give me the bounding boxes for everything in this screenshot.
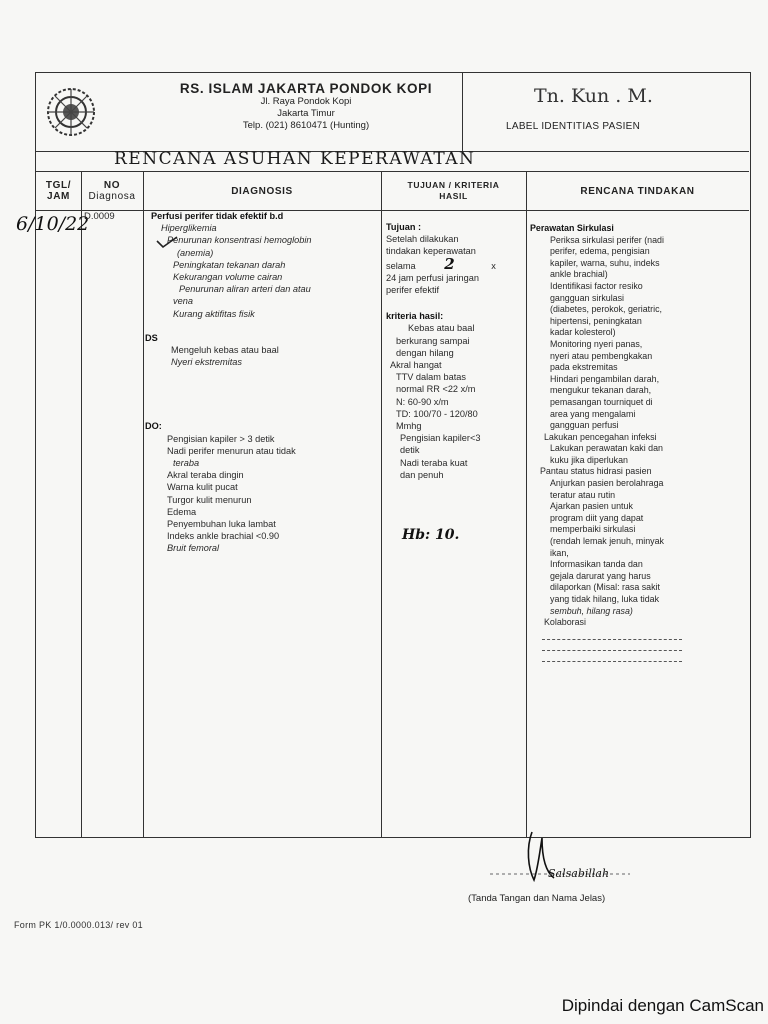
hospital-phone: Telp. (021) 8610471 (Hunting) — [242, 120, 370, 131]
kriteria-line: berkurang sampai — [396, 335, 470, 346]
signature-name-handwritten: Salsabillah — [548, 867, 610, 880]
ds-item: Nyeri ekstremitas — [171, 357, 242, 368]
blank-line — [542, 629, 682, 640]
tujuan-line: 24 jam perfusi jaringan — [386, 272, 479, 283]
hospital-info — [156, 81, 456, 132]
kriteria-line: dan penuh — [400, 469, 444, 480]
rencana-line: Anjurkan pasien berolahraga — [550, 478, 664, 489]
check-mark-icon — [156, 235, 178, 249]
rencana-line: (diabetes, perokok, geriatric, — [550, 304, 662, 315]
rencana-line: gejala darurat yang harus — [550, 570, 651, 581]
rencana-line: hipertensi, peningkatan — [550, 315, 642, 326]
rencana-line: pemasangan tourniquet di — [550, 396, 653, 407]
rencana-title: Perawatan Sirkulasi — [530, 223, 614, 233]
col-header-tgl — [36, 171, 81, 211]
rencana-line: Lakukan pencegahan infeksi — [544, 431, 657, 442]
ds-item: Mengeluh kebas atau baal — [171, 345, 279, 356]
col-header-tujuan-line2: HASIL — [439, 191, 468, 201]
rencana-line: Periksa sirkulasi perifer (nadi — [550, 234, 664, 245]
blank-line — [542, 651, 682, 662]
kriteria-line: normal RR <22 x/m — [396, 384, 476, 395]
kriteria-label: kriteria hasil: — [386, 311, 444, 322]
tujuan-duration-line — [386, 254, 524, 273]
kriteria-line: Pengisian kapiler<3 — [400, 433, 481, 444]
rencana-line: Pantau status hidrasi pasien — [540, 466, 652, 477]
col-header-tgl-line2: JAM — [47, 191, 70, 202]
col-header-rencana — [526, 171, 749, 211]
rencana-line: program diit yang dapat — [550, 512, 644, 523]
do-item: Edema — [167, 506, 197, 517]
rencana-line: Identifikasi factor resiko — [550, 280, 643, 291]
rencana-line: sembuh, hilang rasa) — [550, 605, 633, 616]
scanner-watermark: Dipindai dengan CamScan — [561, 996, 764, 1015]
diagnosis-number: D.0009 — [84, 211, 115, 222]
nursing-care-plan-form — [16, 72, 751, 838]
kriteria-line: detik — [400, 445, 420, 456]
spacer — [151, 320, 379, 332]
kriteria-line: Akral hangat — [390, 360, 442, 371]
col-header-tujuan — [381, 171, 526, 211]
do-item: Pengisian kapiler > 3 detik — [167, 433, 275, 444]
col-header-diagnosis-label: DIAGNOSIS — [231, 185, 293, 197]
do-item: Indeks ankle brachial <0.90 — [167, 531, 280, 542]
column-divider — [526, 171, 527, 837]
cause-item: Kekurangan volume cairan — [173, 272, 283, 283]
rencana-line: memperbaiki sirkulasi — [550, 524, 636, 535]
cause-item: Kurang aktifitas fisik — [173, 308, 255, 319]
kriteria-line: dengan hilang — [396, 347, 454, 358]
tujuan-duration-handwritten: 2 — [444, 254, 455, 273]
signature-caption: (Tanda Tangan dan Nama Jelas) — [468, 893, 606, 904]
form-number: Form PK 1/0.0000.013/ rev 01 — [14, 920, 143, 930]
col-header-no — [81, 171, 143, 211]
do-item: teraba — [173, 458, 200, 469]
rencana-line: Hindari pengambilan darah, — [550, 373, 660, 384]
cause-item: Penurunan konsentrasi hemoglobin — [167, 235, 312, 246]
rencana-line: perifer, edema, pengisian — [550, 246, 650, 257]
col-header-no-line2: Diagnosa — [88, 191, 136, 202]
rencana-line: dilaporkan (Misal: rasa sakit — [550, 582, 660, 593]
column-divider — [81, 171, 82, 837]
do-item: Warna kulit pucat — [167, 482, 238, 493]
col-header-diagnosis — [143, 171, 381, 211]
rencana-line: gangguan perfusi — [550, 420, 619, 431]
hospital-city: Jakarta Timur — [277, 108, 335, 119]
col-header-rencana-label: RENCANA TINDAKAN — [580, 185, 695, 197]
kriteria-line: N: 60-90 x/m — [396, 396, 449, 407]
patient-name-handwritten: Tn. Kun . M. — [534, 85, 653, 107]
do-item: Turgor kulit menurun — [167, 494, 252, 505]
column-divider — [143, 171, 144, 837]
do-item: Akral teraba dingin — [167, 470, 244, 481]
rencana-line: Kolaborasi — [544, 617, 586, 628]
rencana-line: ankle brachial) — [550, 269, 608, 280]
tujuan-label: Tujuan : — [386, 222, 422, 232]
cause-item: (anemia) — [177, 247, 214, 258]
rencana-line: ikan, — [550, 547, 569, 558]
do-item: Nadi perifer menurun atau tidak — [167, 445, 296, 456]
cause-item: Hiperglikemia — [161, 223, 217, 234]
do-item: Bruit femoral — [167, 543, 220, 554]
hospital-name: RS. ISLAM JAKARTA PONDOK KOPI — [179, 81, 433, 96]
rencana-line: teratur atau rutin — [550, 489, 616, 500]
rencana-line: pada ekstremitas — [550, 362, 618, 373]
do-item: Penyembuhan luka lambat — [167, 519, 276, 530]
column-divider — [381, 171, 382, 837]
spacer — [386, 296, 524, 310]
hospital-block — [36, 73, 463, 151]
col-header-tujuan-line1: TUJUAN / KRITERIA — [407, 180, 500, 190]
rencana-content — [530, 223, 746, 662]
patient-label: LABEL IDENTITIAS PASIEN — [506, 121, 641, 132]
ds-label: DS — [145, 332, 158, 343]
rencana-line: Informasikan tanda dan — [550, 559, 643, 570]
rencana-line: kuku jika diperlukan — [550, 454, 628, 465]
hospital-address: Jl. Raya Pondok Kopi — [260, 96, 352, 107]
col-header-no-line1: NO — [103, 180, 121, 191]
rencana-line: Ajarkan pasien untuk — [550, 501, 633, 512]
rencana-line: Lakukan perawatan kaki dan — [550, 443, 663, 454]
rencana-line: area yang mengalami — [550, 408, 636, 419]
kriteria-line: Kebas atau baal — [408, 323, 475, 334]
spacer — [151, 368, 379, 420]
diagnosis-content — [145, 210, 379, 555]
rencana-line: yang tidak hilang, luka tidak — [550, 594, 660, 604]
kriteria-line: Nadi teraba kuat — [400, 457, 468, 468]
entry-date-handwritten: 6/10/22 — [16, 213, 90, 235]
cause-item: Penurunan aliran arteri dan atau — [179, 284, 311, 295]
kriteria-line: TD: 100/70 - 120/80 — [396, 408, 478, 419]
rencana-line: gangguan sirkulasi — [550, 292, 625, 303]
rencana-line: (rendah lemak jenuh, minyak — [550, 536, 664, 547]
rencana-line: kapiler, warna, suhu, indeks — [550, 257, 660, 268]
tujuan-line: tindakan keperawatan — [386, 246, 476, 257]
cause-item: Peningkatan tekanan darah — [173, 259, 286, 270]
col-header-tgl-line1: TGL/ — [45, 180, 72, 191]
blank-line — [542, 640, 682, 651]
rencana-line: kadar kolesterol) — [550, 327, 616, 338]
rencana-line: Monitoring nyeri panas, — [550, 338, 643, 349]
hospital-logo-icon — [46, 87, 96, 137]
do-label: DO: — [145, 421, 162, 432]
rencana-line: mengukur tekanan darah, — [550, 385, 652, 396]
kriteria-line: TTV dalam batas — [396, 372, 466, 383]
form-header — [36, 73, 749, 152]
rencana-line: nyeri atau pembengkakan — [550, 350, 653, 361]
tujuan-duration-prefix: selama — [386, 260, 416, 271]
kriteria-line: Mmhg — [396, 421, 422, 432]
hb-note-handwritten: Hb: 10. — [402, 527, 460, 543]
tujuan-line: Setelah dilakukan — [386, 234, 459, 245]
tujuan-line: perifer efektif — [386, 285, 440, 296]
document-title: RENCANA ASUHAN KEPERAWATAN — [114, 149, 476, 169]
diagnosis-title: Perfusi perifer tidak efektif b.d — [151, 211, 284, 221]
cause-item: vena — [173, 296, 193, 307]
tujuan-content — [386, 221, 524, 481]
tujuan-duration-suffix: x — [491, 260, 496, 271]
